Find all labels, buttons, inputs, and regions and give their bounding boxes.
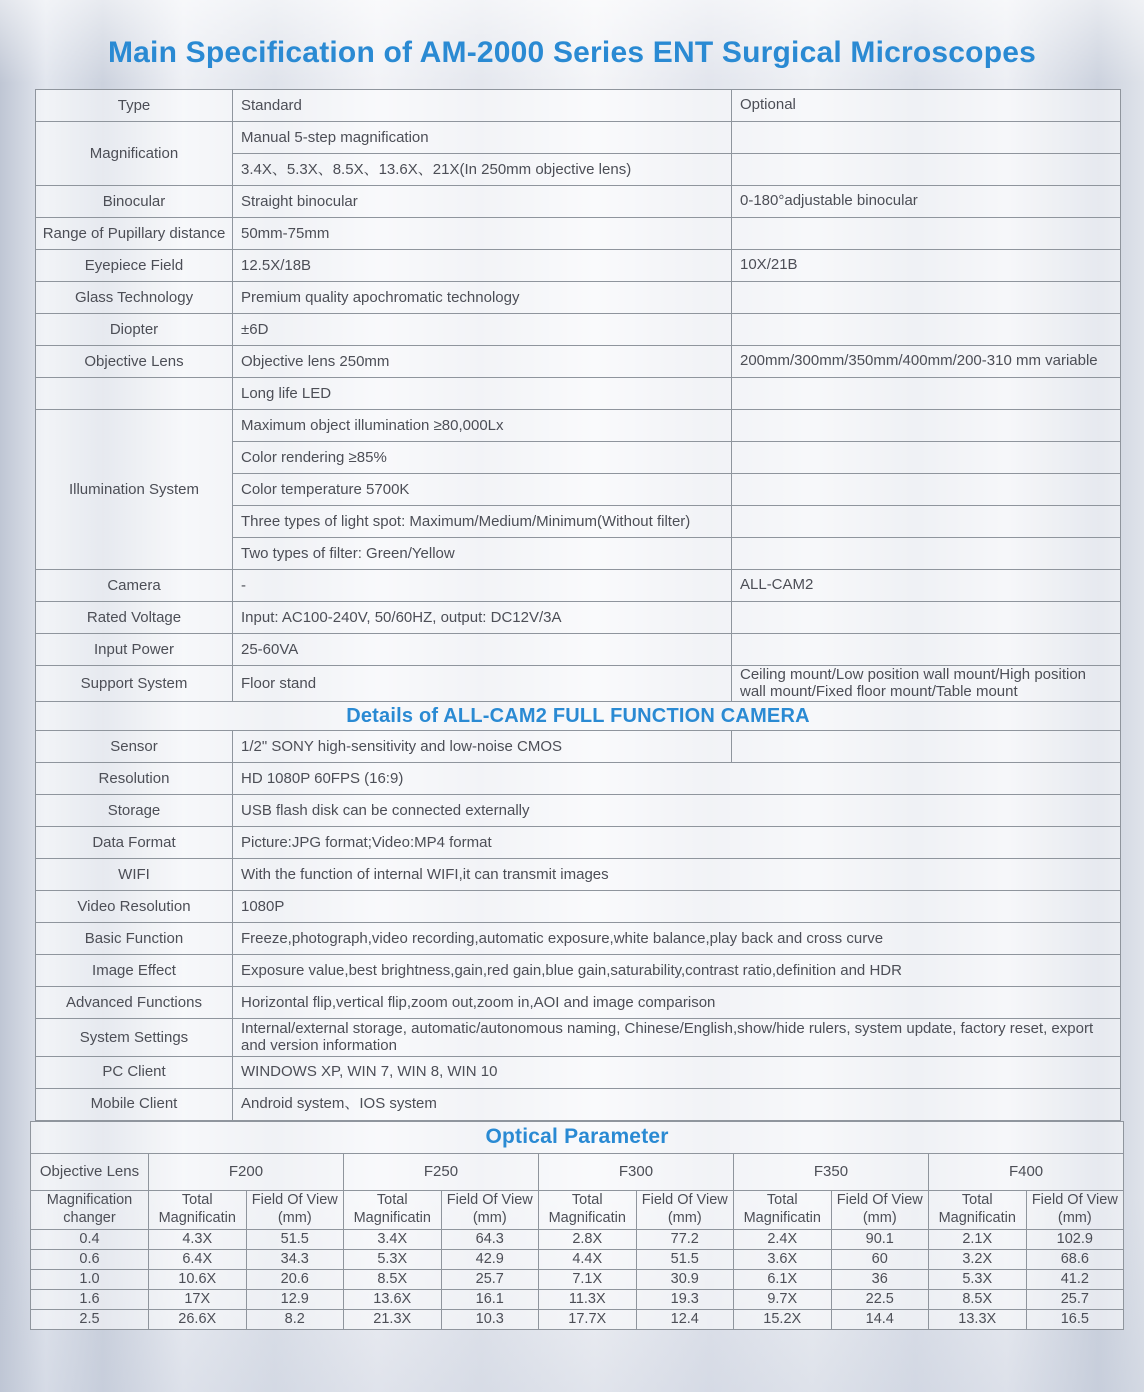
field-of-view-header: Field Of View (mm) bbox=[1026, 1190, 1124, 1229]
spec-row bbox=[36, 186, 1121, 218]
cell-standard: Straight binocular bbox=[233, 186, 732, 218]
cell-optional bbox=[732, 442, 1121, 474]
optical-value: 10.3 bbox=[441, 1309, 539, 1329]
optical-value: 4.3X bbox=[149, 1229, 247, 1249]
optical-value: 13.6X bbox=[344, 1289, 442, 1309]
optical-value: 77.2 bbox=[636, 1229, 734, 1249]
cell-standard: 25-60VA bbox=[233, 634, 732, 666]
cell-optional bbox=[732, 602, 1121, 634]
cell-standard: Objective lens 250mm bbox=[233, 346, 732, 378]
row-label: WIFI bbox=[36, 859, 233, 891]
cell-standard: Floor stand bbox=[233, 666, 732, 702]
optical-value: 19.3 bbox=[636, 1289, 734, 1309]
cell-optional bbox=[732, 474, 1121, 506]
cell-value: Internal/external storage, automatic/autonomous naming, Chinese/English,show/hide rulers, system update, factory reset, export and version information bbox=[233, 1019, 1121, 1057]
changer-value: 1.6 bbox=[31, 1289, 149, 1309]
optical-value: 2.8X bbox=[539, 1229, 637, 1249]
optical-data-row bbox=[31, 1289, 1124, 1309]
optical-data-row bbox=[31, 1309, 1124, 1329]
optical-value: 11.3X bbox=[539, 1289, 637, 1309]
spec-row bbox=[36, 122, 1121, 154]
objective-lens-header: Objective Lens bbox=[31, 1153, 149, 1190]
cell-value: WINDOWS XP, WIN 7, WIN 8, WIN 10 bbox=[233, 1056, 1121, 1088]
optical-value: 5.3X bbox=[344, 1249, 442, 1269]
cell-optional bbox=[732, 154, 1121, 186]
optical-value: 14.4 bbox=[831, 1309, 929, 1329]
field-of-view-header: Field Of View (mm) bbox=[246, 1190, 344, 1229]
cell-standard: Color rendering ≥85% bbox=[233, 442, 732, 474]
optical-section-header: Optical Parameter bbox=[31, 1121, 1124, 1153]
optical-value: 102.9 bbox=[1026, 1229, 1124, 1249]
row-label: Glass Technology bbox=[36, 282, 233, 314]
spec-row bbox=[36, 634, 1121, 666]
spec-row bbox=[36, 378, 1121, 410]
cell-value: Exposure value,best brightness,gain,red gain,blue gain,saturability,contrast ratio,definition and HDR bbox=[233, 955, 1121, 987]
spec-row bbox=[36, 602, 1121, 634]
changer-value: 2.5 bbox=[31, 1309, 149, 1329]
row-label: System Settings bbox=[36, 1019, 233, 1057]
cell-optional bbox=[732, 634, 1121, 666]
camera-row bbox=[36, 891, 1121, 923]
cell-optional bbox=[732, 122, 1121, 154]
cell-optional: Ceiling mount/Low position wall mount/High position wall mount/Fixed floor mount/Table mount bbox=[732, 666, 1121, 702]
focal-group-header: F300 bbox=[539, 1153, 734, 1190]
spec-row bbox=[36, 218, 1121, 250]
camera-row bbox=[36, 1088, 1121, 1120]
optical-value: 7.1X bbox=[539, 1269, 637, 1289]
optical-value: 25.7 bbox=[441, 1269, 539, 1289]
cell-standard: Long life LED bbox=[233, 378, 732, 410]
cell-optional bbox=[732, 538, 1121, 570]
cell-optional bbox=[732, 218, 1121, 250]
optical-value: 6.1X bbox=[734, 1269, 832, 1289]
row-label: Image Effect bbox=[36, 955, 233, 987]
optical-value: 22.5 bbox=[831, 1289, 929, 1309]
optical-value: 26.6X bbox=[149, 1309, 247, 1329]
optical-value: 8.5X bbox=[344, 1269, 442, 1289]
spec-row bbox=[36, 666, 1121, 702]
changer-value: 0.4 bbox=[31, 1229, 149, 1249]
total-magnification-header: Total Magnificatin bbox=[344, 1190, 442, 1229]
row-label: Video Resolution bbox=[36, 891, 233, 923]
optical-sub-header-row bbox=[31, 1190, 1124, 1229]
cell-standard: ±6D bbox=[233, 314, 732, 346]
camera-row bbox=[36, 859, 1121, 891]
cell-optional: 200mm/300mm/350mm/400mm/200-310 mm variable bbox=[732, 346, 1121, 378]
optical-value: 51.5 bbox=[246, 1229, 344, 1249]
row-label: Basic Function bbox=[36, 923, 233, 955]
cell-standard: Two types of filter: Green/Yellow bbox=[233, 538, 732, 570]
row-label bbox=[36, 378, 233, 410]
spec-row bbox=[36, 250, 1121, 282]
changer-value: 0.6 bbox=[31, 1249, 149, 1269]
optical-value: 2.4X bbox=[734, 1229, 832, 1249]
optical-value: 10.6X bbox=[149, 1269, 247, 1289]
spec-row bbox=[36, 90, 1121, 122]
row-label: Illumination System bbox=[36, 410, 233, 570]
row-label: Rated Voltage bbox=[36, 602, 233, 634]
optical-value: 15.2X bbox=[734, 1309, 832, 1329]
optical-value: 8.5X bbox=[929, 1289, 1027, 1309]
optical-value: 60 bbox=[831, 1249, 929, 1269]
optical-value: 51.5 bbox=[636, 1249, 734, 1269]
cell-standard: Input: AC100-240V, 50/60HZ, output: DC12V/3A bbox=[233, 602, 732, 634]
row-label: Support System bbox=[36, 666, 233, 702]
row-label: Data Format bbox=[36, 827, 233, 859]
cell-optional: 0-180°adjustable binocular bbox=[732, 186, 1121, 218]
optical-value: 90.1 bbox=[831, 1229, 929, 1249]
optical-value: 3.6X bbox=[734, 1249, 832, 1269]
cell-standard: 12.5X/18B bbox=[233, 250, 732, 282]
optical-value: 9.7X bbox=[734, 1289, 832, 1309]
cell-optional bbox=[732, 506, 1121, 538]
spec-sheet-page bbox=[0, 36, 1144, 1330]
camera-row bbox=[36, 763, 1121, 795]
optical-value: 12.9 bbox=[246, 1289, 344, 1309]
row-label: Camera bbox=[36, 570, 233, 602]
optical-value: 20.6 bbox=[246, 1269, 344, 1289]
row-label: PC Client bbox=[36, 1056, 233, 1088]
optical-value: 13.3X bbox=[929, 1309, 1027, 1329]
cell-optional: Optional bbox=[732, 90, 1121, 122]
row-label: Magnification bbox=[36, 122, 233, 186]
row-label: Objective Lens bbox=[36, 346, 233, 378]
optical-value: 12.4 bbox=[636, 1309, 734, 1329]
cell-optional: 10X/21B bbox=[732, 250, 1121, 282]
optical-value: 3.2X bbox=[929, 1249, 1027, 1269]
cell-optional: ALL-CAM2 bbox=[732, 570, 1121, 602]
optical-value: 34.3 bbox=[246, 1249, 344, 1269]
cell-optional bbox=[732, 282, 1121, 314]
cell-value: Freeze,photograph,video recording,automatic exposure,white balance,play back and cross curve bbox=[233, 923, 1121, 955]
optical-value: 64.3 bbox=[441, 1229, 539, 1249]
optical-value: 16.1 bbox=[441, 1289, 539, 1309]
row-label: Eyepiece Field bbox=[36, 250, 233, 282]
row-label: Type bbox=[36, 90, 233, 122]
cell-value: 1080P bbox=[233, 891, 1121, 923]
optical-value: 68.6 bbox=[1026, 1249, 1124, 1269]
cell-value: HD 1080P 60FPS (16:9) bbox=[233, 763, 1121, 795]
optical-value: 3.4X bbox=[344, 1229, 442, 1249]
optical-value: 25.7 bbox=[1026, 1289, 1124, 1309]
camera-row bbox=[36, 923, 1121, 955]
spec-row bbox=[36, 314, 1121, 346]
cell-standard: - bbox=[233, 570, 732, 602]
cell-value: Horizontal flip,vertical flip,zoom out,zoom in,AOI and image comparison bbox=[233, 987, 1121, 1019]
optical-value: 6.4X bbox=[149, 1249, 247, 1269]
optical-section-header-row bbox=[31, 1121, 1124, 1153]
cell-standard: Standard bbox=[233, 90, 732, 122]
optical-value: 17.7X bbox=[539, 1309, 637, 1329]
field-of-view-header: Field Of View (mm) bbox=[831, 1190, 929, 1229]
cell-standard: Three types of light spot: Maximum/Medium/Minimum(Without filter) bbox=[233, 506, 732, 538]
optical-data-row bbox=[31, 1229, 1124, 1249]
row-label: Diopter bbox=[36, 314, 233, 346]
cell-value: 1/2" SONY high-sensitivity and low-noise CMOS bbox=[233, 731, 732, 763]
cell-optional bbox=[732, 314, 1121, 346]
optical-value: 42.9 bbox=[441, 1249, 539, 1269]
camera-section-header: Details of ALL-CAM2 FULL FUNCTION CAMERA bbox=[36, 702, 1121, 731]
cell-value: Android system、IOS system bbox=[233, 1088, 1121, 1120]
spec-row bbox=[36, 346, 1121, 378]
row-label: Input Power bbox=[36, 634, 233, 666]
camera-row bbox=[36, 955, 1121, 987]
cell-value: USB flash disk can be connected externally bbox=[233, 795, 1121, 827]
focal-group-header: F400 bbox=[929, 1153, 1124, 1190]
cell-value: With the function of internal WIFI,it can transmit images bbox=[233, 859, 1121, 891]
cell-standard: Color temperature 5700K bbox=[233, 474, 732, 506]
optical-value: 41.2 bbox=[1026, 1269, 1124, 1289]
optical-value: 17X bbox=[149, 1289, 247, 1309]
camera-section-header-row bbox=[36, 702, 1121, 731]
optical-data-row bbox=[31, 1269, 1124, 1289]
field-of-view-header: Field Of View (mm) bbox=[441, 1190, 539, 1229]
page-title: Main Specification of AM-2000 Series ENT Surgical Microscopes bbox=[107, 36, 1037, 69]
row-label: Mobile Client bbox=[36, 1088, 233, 1120]
focal-group-header: F200 bbox=[149, 1153, 344, 1190]
optical-value: 16.5 bbox=[1026, 1309, 1124, 1329]
cell-optional bbox=[732, 731, 1121, 763]
camera-row bbox=[36, 795, 1121, 827]
camera-row bbox=[36, 987, 1121, 1019]
main-spec-table bbox=[35, 89, 1121, 1121]
spec-row bbox=[36, 282, 1121, 314]
total-magnification-header: Total Magnificatin bbox=[929, 1190, 1027, 1229]
magnification-changer-header: Magnification changer bbox=[31, 1190, 149, 1229]
optical-value: 2.1X bbox=[929, 1229, 1027, 1249]
camera-row bbox=[36, 827, 1121, 859]
optical-data-row bbox=[31, 1249, 1124, 1269]
row-label: Resolution bbox=[36, 763, 233, 795]
focal-group-header: F350 bbox=[734, 1153, 929, 1190]
changer-value: 1.0 bbox=[31, 1269, 149, 1289]
row-label: Advanced Functions bbox=[36, 987, 233, 1019]
row-label: Binocular bbox=[36, 186, 233, 218]
spec-row bbox=[36, 570, 1121, 602]
row-label: Range of Pupillary distance bbox=[36, 218, 233, 250]
row-label: Sensor bbox=[36, 731, 233, 763]
optical-parameter-table bbox=[30, 1121, 1124, 1330]
cell-optional bbox=[732, 410, 1121, 442]
optical-value: 36 bbox=[831, 1269, 929, 1289]
total-magnification-header: Total Magnificatin bbox=[734, 1190, 832, 1229]
total-magnification-header: Total Magnificatin bbox=[539, 1190, 637, 1229]
cell-standard: Premium quality apochromatic technology bbox=[233, 282, 732, 314]
cell-standard: 50mm-75mm bbox=[233, 218, 732, 250]
field-of-view-header: Field Of View (mm) bbox=[636, 1190, 734, 1229]
optical-value: 8.2 bbox=[246, 1309, 344, 1329]
camera-row bbox=[36, 1019, 1121, 1057]
camera-row bbox=[36, 731, 1121, 763]
camera-row bbox=[36, 1056, 1121, 1088]
optical-group-header-row bbox=[31, 1153, 1124, 1190]
spec-row bbox=[36, 410, 1121, 442]
cell-standard: 3.4X、5.3X、8.5X、13.6X、21X(In 250mm objective lens) bbox=[233, 154, 732, 186]
cell-standard: Manual 5-step magnification bbox=[233, 122, 732, 154]
cell-standard: Maximum object illumination ≥80,000Lx bbox=[233, 410, 732, 442]
focal-group-header: F250 bbox=[344, 1153, 539, 1190]
cell-optional bbox=[732, 378, 1121, 410]
optical-value: 4.4X bbox=[539, 1249, 637, 1269]
optical-value: 5.3X bbox=[929, 1269, 1027, 1289]
total-magnification-header: Total Magnificatin bbox=[149, 1190, 247, 1229]
optical-value: 30.9 bbox=[636, 1269, 734, 1289]
cell-value: Picture:JPG format;Video:MP4 format bbox=[233, 827, 1121, 859]
optical-value: 21.3X bbox=[344, 1309, 442, 1329]
row-label: Storage bbox=[36, 795, 233, 827]
